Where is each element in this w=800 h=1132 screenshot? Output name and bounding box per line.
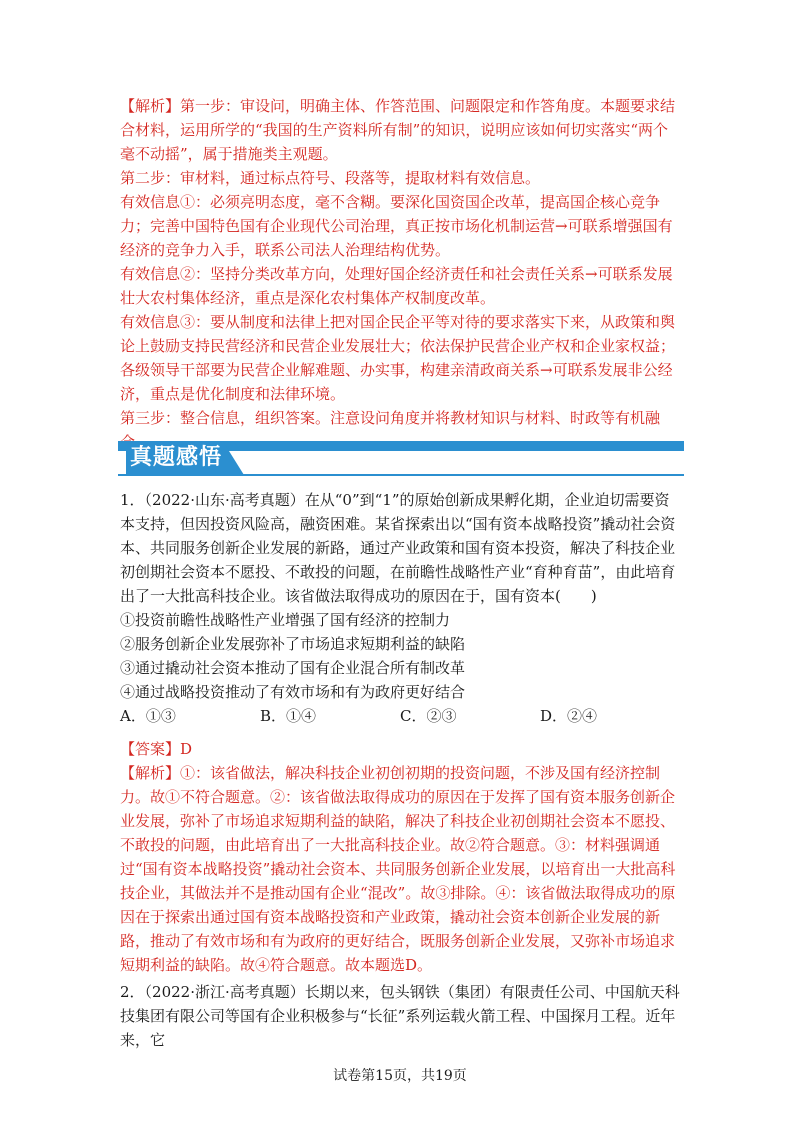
- question-1: [120, 488, 680, 728]
- question-1-answer: 【答案】D: [120, 740, 193, 758]
- section-title: 真题感悟: [130, 445, 223, 470]
- option-c: C．②③: [400, 707, 457, 725]
- analysis-step2: 第二步：审材料，通过标点符号、段落等，提取材料有效信息。: [120, 169, 541, 187]
- question-1-answer-block: [120, 737, 680, 977]
- question-1-item-2: ②服务创新企业发展弥补了市场追求短期利益的缺陷: [120, 635, 466, 653]
- analysis-section: [120, 94, 680, 454]
- question-2-stem: 2．（2022·浙江·高考真题）长期以来，包头钢铁（集团）有限责任公司、中国航天科技集团有限公司等国有企业积极参与“长征”系列运载火箭工程、中国探月工程。近年来，它: [120, 983, 680, 1049]
- question-1-item-4: ④通过战略投资推动了有效市场和有为政府更好结合: [120, 683, 466, 701]
- option-d: D．②④: [540, 707, 598, 725]
- analysis-info1: 有效信息①：必须亮明态度，毫不含糊。要深化国资国企改革，提高国企核心竞争力；完善中国特色国有企业现代公司治理，真正按市场化机制运营→可联系增强国有经济的竞争力入手，联系公司法人治理结构优势。: [120, 193, 673, 259]
- analysis-info3: 有效信息③：要从制度和法律上把对国企民企平等对待的要求落实下来，从政策和舆论上鼓励支持民营经济和民营企业发展壮大；依法保护民营企业产权和企业家权益；各级领导干部要为民营企业解难题、办实事，构建亲清政商关系→可联系发展非公经济，重点是优化制度和法律环境。: [120, 313, 676, 403]
- question-1-analysis: 【解析】①：该省做法，解决科技企业初创初期的投资问题，不涉及国有经济控制力。故①不符合题意。②：该省做法取得成功的原因在于发挥了国有资本服务创新企业发展，弥补了市场追求短期利益的缺陷，解决了科技企业初创期社会资本不愿投、不敢投的问题，由此培育出了一大批高科技企业。故②符合题意。③：材料强调通过“国有资本战略投资”撬动社会资本、共同服务创新企业发展，以培育出一大批高科技企业，其做法并不是推动国有企业“混改”。故③排除。④：该省做法取得成功的原因在于探索出通过国有资本战略投资和产业政策，撬动社会资本创新企业发展的新路，推动了有效市场和有为政府的更好结合，既服务创新企业发展，又弥补市场追求短期利益的缺陷。故④符合题意。故本题选D。: [120, 764, 676, 974]
- question-1-item-3: ③通过撬动社会资本推动了国有企业混合所有制改革: [120, 659, 466, 677]
- option-b: B．①④: [260, 707, 317, 725]
- page-footer: 试卷第15页，共19页: [333, 1068, 467, 1084]
- question-1-stem: 1．（2022·山东·高考真题）在从“0”到“1”的原始创新成果孵化期，企业迫切需要资本支持，但因投资风险高，融资困难。某省探索出以“国有资本战略投资”撬动社会资本、共同服务创新企业发展的新路，通过产业政策和国有资本投资，解决了科技企业初创期社会资本不愿投、不敢投的问题，在前瞻性战略性产业“育种育苗”，由此培育出了一大批高科技企业。该省做法取得成功的原因在于，国有资本( ): [120, 491, 676, 605]
- section-banner: [118, 441, 684, 475]
- banner-underline: [118, 474, 684, 476]
- question-1-item-1: ①投资前瞻性战略性产业增强了国有经济的控制力: [120, 611, 451, 629]
- question-1-options: [120, 704, 680, 728]
- analysis-step1: 【解析】第一步：审设问，明确主体、作答范围、问题限定和作答角度。本题要求结合材料，运用所学的“我国的生产资料所有制”的知识，说明应该如何切实落实“两个毫不动摇”，属于措施类主观题。: [120, 97, 676, 163]
- question-2: [120, 980, 680, 1052]
- analysis-info2: 有效信息②：坚持分类改革方向，处理好国企经济责任和社会责任关系→可联系发展壮大农村集体经济，重点是深化农村集体产权制度改革。: [120, 265, 673, 307]
- option-a: A．①③: [120, 707, 176, 725]
- analysis-step3: 第三步：整合信息，组织答案。注意设问角度并将教材知识与材料、时政等有机融: [120, 409, 661, 427]
